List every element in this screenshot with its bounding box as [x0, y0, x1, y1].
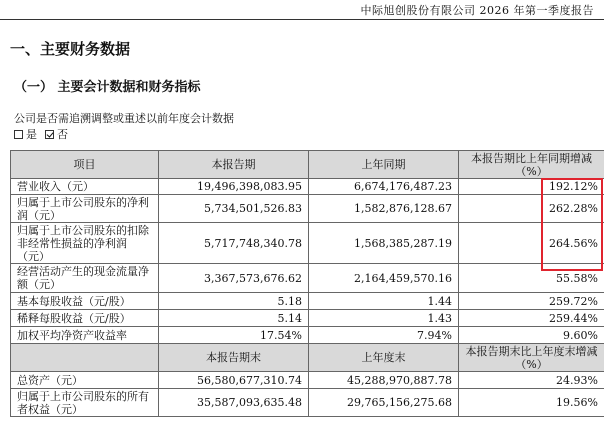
cell-prior: 1,582,876,128.67 — [309, 195, 459, 223]
cell-change: 19.56% — [459, 389, 604, 417]
cell-prior: 2,164,459,570.16 — [309, 264, 459, 293]
cell-current: 17.54% — [159, 327, 309, 344]
row-label: 归属于上市公司股东的扣除非经常性损益的净利润（元） — [11, 223, 159, 264]
table-row — [11, 195, 604, 223]
row-label: 经营活动产生的现金流量净额（元） — [11, 264, 159, 293]
cell-change: 259.44% — [459, 310, 604, 327]
row-label: 归属于上市公司股东的净利润（元） — [11, 195, 159, 223]
row-label: 总资产（元） — [11, 372, 159, 389]
row-label: 稀释每股收益（元/股） — [11, 310, 159, 327]
row-label: 加权平均净资产收益率 — [11, 327, 159, 344]
col-header-current: 本报告期 — [159, 151, 309, 179]
table-row — [11, 179, 604, 195]
table1-header-row — [11, 151, 604, 179]
table-row — [11, 389, 604, 417]
cell-current: 5,734,501,526.83 — [159, 195, 309, 223]
cell-prior: 1.43 — [309, 310, 459, 327]
sub-title: （一） 主要会计数据和财务指标 — [14, 80, 201, 95]
cell-current: 3,367,573,676.62 — [159, 264, 309, 293]
report-title: 中际旭创股份有限公司 2026 年第一季度报告 — [360, 4, 594, 17]
financial-data-table — [10, 150, 604, 417]
table-row — [11, 310, 604, 327]
cell-prior-year-end: 45,288,970,887.78 — [309, 372, 459, 389]
section-title: 一、主要财务数据 — [10, 40, 131, 58]
option-yes-label: 是 — [26, 128, 37, 141]
col-header-item: 项目 — [11, 151, 159, 179]
restatement-options — [14, 126, 68, 142]
cell-period-end: 35,587,093,635.48 — [159, 389, 309, 417]
cell-change: 259.72% — [459, 293, 604, 310]
cell-prior: 7.94% — [309, 327, 459, 344]
cell-change: 264.56% — [459, 223, 604, 264]
cell-change: 55.58% — [459, 264, 604, 293]
cell-prior: 6,674,176,487.23 — [309, 179, 459, 195]
row-label: 基本每股收益（元/股） — [11, 293, 159, 310]
cell-period-end: 56,580,677,310.74 — [159, 372, 309, 389]
cell-current: 5.18 — [159, 293, 309, 310]
checkbox-no[interactable] — [45, 130, 54, 139]
cell-change: 24.93% — [459, 372, 604, 389]
col-header-change: 本报告期比上年同期增减（%） — [459, 151, 604, 179]
row-label: 归属于上市公司股东的所有者权益（元） — [11, 389, 159, 417]
checkbox-yes[interactable] — [14, 130, 23, 139]
cell-change: 9.60% — [459, 327, 604, 344]
row-label: 营业收入（元） — [11, 179, 159, 195]
cell-current: 19,496,398,083.95 — [159, 179, 309, 195]
table-row — [11, 372, 604, 389]
table-row — [11, 327, 604, 344]
table2-header-row — [11, 344, 604, 372]
cell-prior: 1,568,385,287.19 — [309, 223, 459, 264]
cell-prior: 1.44 — [309, 293, 459, 310]
col-header-blank — [11, 344, 159, 372]
col-header-change-ytd: 本报告期末比上年度末增减（%） — [459, 344, 604, 372]
col-header-prior-year-end: 上年度末 — [309, 344, 459, 372]
table-row — [11, 264, 604, 293]
option-no-label: 否 — [57, 128, 68, 141]
col-header-period-end: 本报告期末 — [159, 344, 309, 372]
cell-change: 192.12% — [459, 179, 604, 195]
table-row — [11, 293, 604, 310]
cell-current: 5.14 — [159, 310, 309, 327]
col-header-prior: 上年同期 — [309, 151, 459, 179]
cell-prior-year-end: 29,765,156,275.68 — [309, 389, 459, 417]
table-row — [11, 223, 604, 264]
restatement-question: 公司是否需追溯调整或重述以前年度会计数据 — [14, 112, 234, 125]
cell-current: 5,717,748,340.78 — [159, 223, 309, 264]
cell-change: 262.28% — [459, 195, 604, 223]
